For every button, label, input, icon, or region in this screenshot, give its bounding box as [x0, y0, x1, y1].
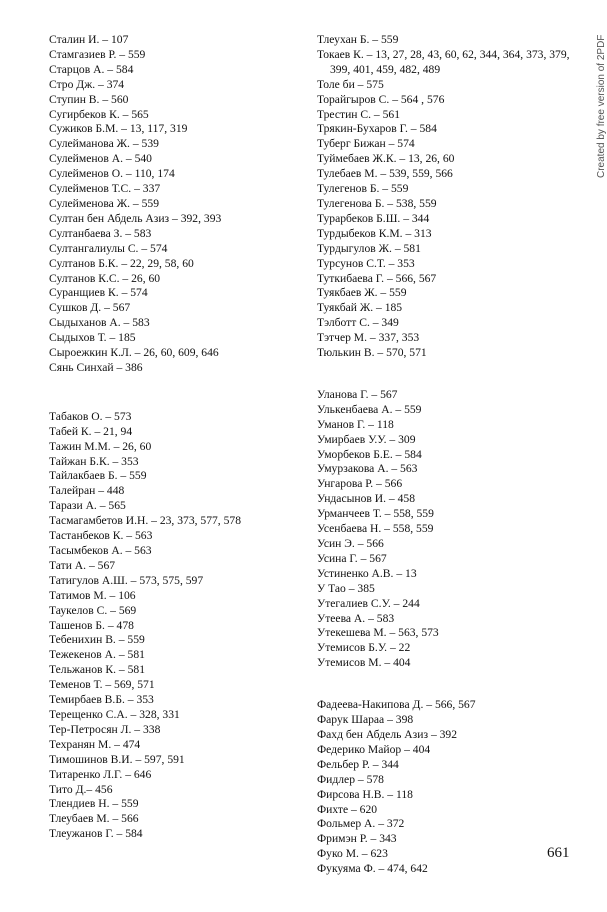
index-entry: Таукелов С. – 569	[49, 603, 137, 617]
index-entry: Трестин С. – 561	[317, 107, 401, 121]
index-entry: Темирбаев В.Б. – 353	[49, 693, 154, 707]
index-entry: Уморбеков Б.Е. – 584	[317, 447, 422, 461]
watermark-text: Created by free version of 2PDF	[596, 34, 607, 178]
index-entry: Унгарова Р. – 566	[317, 477, 403, 491]
index-group-t	[49, 410, 304, 842]
index-entry: Султанбаева З. – 583	[49, 226, 152, 240]
index-entry: Татимов М. – 106	[49, 588, 136, 602]
index-group-t-continued	[317, 33, 572, 361]
index-entry: Сугирбеков К. – 565	[49, 107, 149, 121]
index-entry: Татигулов А.Ш. – 573, 575, 597	[49, 573, 204, 587]
right-index-column	[317, 33, 572, 877]
index-entry: Ташенов Б. – 478	[49, 618, 134, 632]
index-entry: Тлеухан Б. – 559	[317, 33, 399, 46]
index-entry: Табаков О. – 573	[49, 409, 132, 423]
index-entry: Сыдыханов А. – 583	[49, 316, 150, 330]
index-entry: Фольмер А. – 372	[317, 817, 405, 831]
index-entry: Фихте – 620	[317, 802, 378, 816]
index-entry: Усина Г. – 567	[317, 551, 387, 565]
index-entry: Тэлботт С. – 349	[317, 316, 399, 330]
index-entry: Старцов А. – 584	[49, 62, 134, 76]
index-entry: Тюлькин В. – 570, 571	[317, 346, 427, 360]
index-entry: Фельбер Р. – 344	[317, 757, 399, 771]
index-entry: Сыроежкин К.Л. – 26, 60, 609, 646	[49, 346, 219, 360]
index-entry: Сулейменов Т.С. – 337	[49, 182, 161, 196]
index-entry: Уманов Г. – 118	[317, 417, 394, 431]
index-entry: Фукуяма Ф. – 474, 642	[317, 862, 428, 876]
group-spacer	[317, 671, 572, 698]
index-entry: Турдыбеков К.М. – 313	[317, 226, 432, 240]
index-entry: Тастанбеков К. – 563	[49, 529, 153, 543]
index-entry: Тлендиев Н. – 559	[49, 797, 139, 811]
index-entry: У Тао – 385	[317, 581, 375, 595]
index-entry: Тлеужанов Г. – 584	[49, 827, 143, 841]
index-entry: Усин Э. – 566	[317, 537, 384, 550]
index-entry: Сулейменов А. – 540	[49, 152, 152, 166]
index-entry: Утемисов М. – 404	[317, 656, 411, 670]
index-entry: Федерико Майор – 404	[317, 742, 431, 756]
index-entry: Тэтчер М. – 337, 353	[317, 331, 420, 345]
index-entry: Сянь Синхай – 386	[49, 360, 143, 374]
index-entry: Фахд бен Абдель Азиз – 392	[317, 727, 458, 741]
index-entry: Тарази А. – 565	[49, 499, 126, 513]
index-entry: Утемисов Б.У. – 22	[317, 641, 411, 655]
index-entry: Турарбеков Б.Ш. – 344	[317, 211, 430, 225]
index-entry: Фидлер – 578	[317, 772, 384, 786]
index-entry: Трякин-Бухаров Г. – 584	[317, 122, 437, 136]
index-entry: Фирсова Н.В. – 118	[317, 787, 413, 801]
index-entry: Умирбаев У.У. – 309	[317, 432, 416, 446]
index-entry: Стамгазиев Р. – 559	[49, 47, 146, 61]
index-entry: Сушков Д. – 567	[49, 301, 131, 315]
index-entry: Умурзакова А. – 563	[317, 462, 418, 476]
index-entry: Титаренко Л.Г. – 646	[49, 767, 152, 781]
index-entry: Ступин В. – 560	[49, 92, 129, 106]
index-entry: Техранян М. – 474	[49, 737, 141, 751]
index-entry: Тимошинов В.И. – 597, 591	[49, 752, 185, 766]
index-entry: Талейран – 448	[49, 484, 125, 498]
index-entry: Сулейманова Ж. – 539	[49, 137, 159, 151]
index-entry: Туякбаев Ж. – 559	[317, 286, 407, 300]
index-entry: Табей К. – 21, 94	[49, 424, 133, 438]
index-entry: Токаев К. – 13, 27, 28, 43, 60, 62, 344, 364, 373, 379, 399, 401, 459, 482, 489	[317, 47, 570, 76]
index-entry: Сыдыхов Т. – 185	[49, 331, 136, 345]
index-entry: Султанов Б.К. – 22, 29, 58, 60	[49, 256, 194, 270]
index-entry: Сулейменова Ж. – 559	[49, 196, 159, 210]
index-entry: Уланова Г. – 567	[317, 387, 398, 401]
index-entry: Туякбай Ж. – 185	[317, 301, 403, 315]
index-entry: Султан бен Абдель Азиз – 392, 393	[49, 211, 222, 225]
index-entry: Суранщиев К. – 574	[49, 286, 148, 300]
index-group-f	[317, 698, 572, 877]
group-spacer	[317, 361, 572, 388]
index-entry: Сталин И. – 107	[49, 33, 129, 46]
index-entry: Улькенбаева А. – 559	[317, 402, 422, 416]
index-entry: Сулейменов О. – 110, 174	[49, 167, 175, 181]
index-entry: Тайлакбаев Б. – 559	[49, 469, 147, 483]
index-entry: Стро Дж. – 374	[49, 77, 125, 91]
group-spacer	[49, 376, 304, 410]
index-entry: Тасмагамбетов И.Н. – 23, 373, 577, 578	[49, 514, 241, 528]
index-entry: Теменов Т. – 569, 571	[49, 678, 155, 692]
index-entry: Тажин М.М. – 26, 60	[49, 439, 152, 453]
index-entry: Сужиков Б.М. – 13, 117, 319	[49, 122, 188, 136]
index-entry: Тулебаев М. – 539, 559, 566	[317, 167, 453, 181]
index-entry: Тулегенова Б. – 538, 559	[317, 196, 437, 210]
index-entry: Утеева А. – 583	[317, 611, 395, 625]
index-entry: Тер-Петросян Л. – 338	[49, 722, 161, 736]
index-entry: Тулегенов Б. – 559	[317, 182, 409, 196]
index-entry: Фримэн Р. – 343	[317, 832, 397, 846]
index-entry: Тито Д.– 456	[49, 782, 113, 796]
index-entry: Утекешева М. – 563, 573	[317, 626, 439, 640]
index-entry: Утегалиев С.У. – 244	[317, 596, 420, 610]
index-entry: Толе би – 575	[317, 77, 384, 91]
index-entry: Тельжанов К. – 581	[49, 663, 146, 677]
index-entry: Тати А. – 567	[49, 558, 116, 572]
index-entry: Туберг Бижан – 574	[317, 137, 415, 151]
index-entry: Торайгыров С. – 564 , 576	[317, 92, 445, 106]
index-group-s	[49, 33, 304, 376]
index-entry: Туймебаев Ж.К. – 13, 26, 60	[317, 152, 455, 166]
index-entry: Урманчеев Т. – 558, 559	[317, 507, 434, 521]
index-entry: Туткибаева Г. – 566, 567	[317, 271, 437, 285]
index-entry: Тасымбеков А. – 563	[49, 544, 152, 557]
index-entry: Тлеубаев М. – 566	[49, 812, 139, 826]
index-entry: Фарук Шараа – 398	[317, 713, 414, 727]
index-entry: Фуко М. – 623	[317, 847, 388, 861]
index-entry: Тежекенов А. – 581	[49, 648, 145, 662]
left-index-column	[49, 33, 304, 842]
index-group-u	[317, 388, 572, 671]
index-entry: Усенбаева Н. – 558, 559	[317, 522, 434, 536]
index-entry: Терещенко С.А. – 328, 331	[49, 707, 180, 721]
index-entry: Тебенихин В. – 559	[49, 633, 145, 647]
index-entry: Тайжан Б.К. – 353	[49, 454, 139, 468]
index-entry: Турдыгулов Ж. – 581	[317, 241, 421, 255]
index-entry: Фадеева-Накипова Д. – 566, 567	[317, 698, 476, 712]
index-entry: Султангалиулы С. – 574	[49, 241, 168, 255]
index-entry: Султанов К.С. – 26, 60	[49, 271, 161, 285]
index-entry: Турсунов С.Т. – 353	[317, 256, 415, 270]
index-entry: Ундасынов И. – 458	[317, 492, 416, 506]
index-entry: Устиненко А.В. – 13	[317, 566, 417, 580]
page-number: 661	[547, 845, 570, 861]
